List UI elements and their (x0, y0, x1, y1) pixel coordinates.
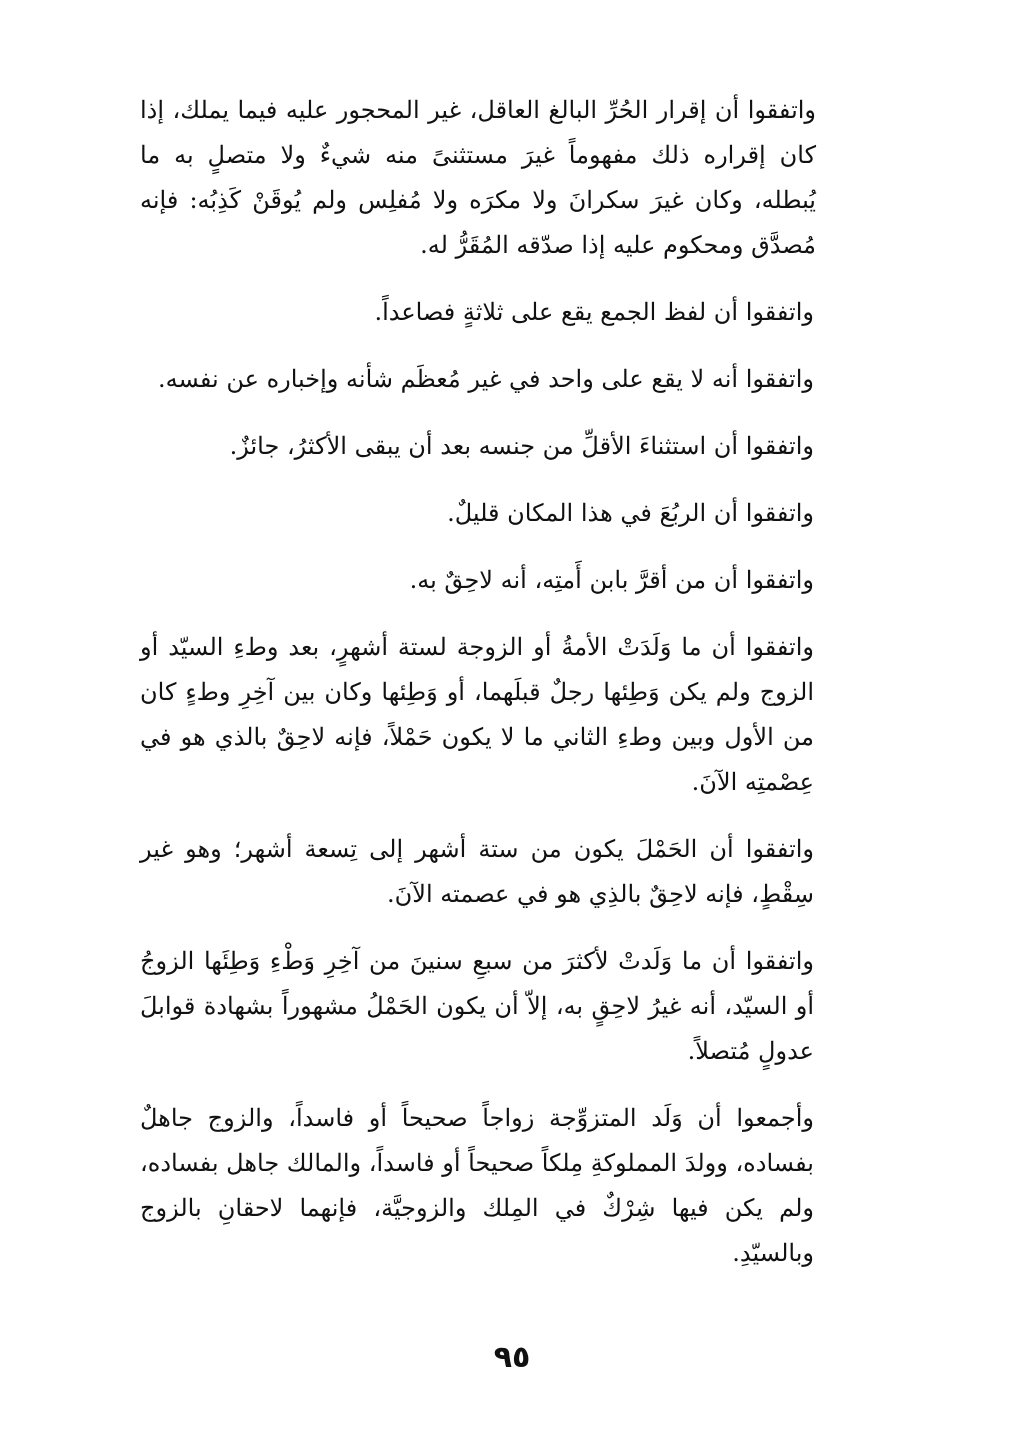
paragraph-iqrar: واتفقوا أن إقرار الحُرِّ البالغ العاقل، غير المحجور عليه فيما يملك، إذا كان إقراره ذلك مفهوماً غيرَ مستثنىً منه شيءٌ ولا متصلٍ به ما يُبطله، وكان غيرَ سكرانَ ولا مكرَه ولا مُفلِس ولم يُوقَنْ كَذِبُه: فإنه مُصدَّق ومحكوم عليه إذا صدّقه المُقَرُّ له. (140, 96, 816, 259)
paragraph-haml: واتفقوا أن الحَمْلَ يكون من ستة أشهر إلى تِسعة أشهر؛ وهو غير سِقْطٍ، فإنه لاحِقٌ بالذِي هو في عصمته الآنَ. (140, 835, 815, 908)
paragraph-ajmau: وأجمعوا أن وَلَد المتزوِّجة زواجاً صحيحاً أو فاسداً، والزوج جاهلٌ بفساده، وولدَ المملوكةِ مِلكاً صحيحاً أو فاسداً، والمالك جاهل بفساده، ولم يكن فيها شِرْكٌ في المِلك والزوجيَّة، فإنهما لاحقانِ بالزوج وبالسيّدِ. (140, 1104, 814, 1267)
paragraph-sittat-ashhur: واتفقوا أن ما وَلَدَتْ الأمةُ أو الزوجة لستة أشهرٍ، بعد وطءِ السيّد أو الزوج ولم يكن وَطِئها رجلٌ قبلَهما، أو وَطِئها وكان بين آخِرِ وطءٍ كان من الأول وبين وطءِ الثاني ما لا يكون حَمْلاً، فإنه لاحِقٌ بالذي هو في عِصْمتِه الآنَ. (140, 633, 814, 796)
paragraph-wahid: واتفقوا أنه لا يقع على واحد في غير مُعظَم شأنه وإخباره عن نفسه. (158, 365, 814, 393)
paragraph-rub: واتفقوا أن الربُعَ في هذا المكان قليلٌ. (447, 499, 814, 527)
paragraph-sab-sinin: واتفقوا أن ما وَلَدتْ لأكثرَ من سبعِ سنينَ من آخِرِ وَطْءِ وَطِئَها الزوجُ أو السيّد، أنه غيرُ لاحِقٍ به، إلاّ أن يكون الحَمْلُ مشهوراً بشهادة قوابلَ عدولٍ مُتصلاً. (140, 947, 814, 1065)
page-body (140, 88, 876, 1298)
paragraph-jam: واتفقوا أن لفظ الجمع يقع على ثلاثةٍ فصاعداً. (374, 298, 814, 326)
paragraph-ibn-amatih: واتفقوا أن من أقرَّ بابن أَمتِه، أنه لاحِقٌ به. (409, 566, 814, 594)
paragraph-istithna: واتفقوا أن استثناءَ الأقلِّ من جنسه بعد أن يبقى الأكثرُ، جائزٌ. (229, 432, 814, 460)
page-number: ٩٥ (493, 1340, 531, 1375)
